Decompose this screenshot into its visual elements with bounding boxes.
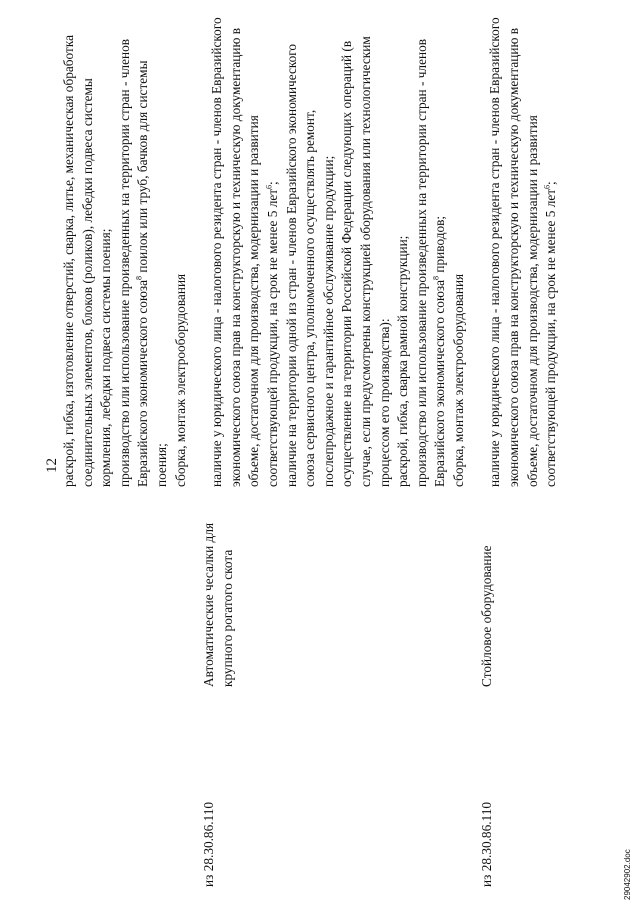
code-cell [60,687,190,887]
table-row [200,17,468,887]
requirement-text: осуществление на территории Российской Федерации следующих операций (в случае, если предусмотрены конструкцией оборудования или технологическим процессом его производства): [339,36,392,487]
requirement-text: наличие у юридического лица - налогового резидента стран - членов Евразийского экономического союза прав на конструкторскую и техническую документацию в объеме, достаточном для производства, модернизации и развития соответствующей продукции, на срок не менее 5 лет$^6$; [487,17,559,487]
requirement-text: раскрой, гибка, изготовление отверстий, сварка, литье, механическая обработка соединительных элементов, блоков (роликов), лебедки подвеса системы кормления, лебедки подвеса системы поения; [61,35,114,487]
requirements-cell [200,17,468,487]
table-row [60,17,190,887]
footnote-ref: 6 [264,184,274,189]
page-number: 12 [44,458,60,473]
footnote-ref: 8 [134,275,144,280]
requirement-text: наличие у юридического лица - налогового резидента стран - членов Евразийского экономического союза прав на конструкторскую и техническую документацию в объеме, достаточном для производства, модернизации и развития соответствующей продукции, на срок не менее 5 лет$^6$; [209,17,280,487]
footnote-ref: 6 [542,184,552,189]
table-row [478,17,560,887]
footnote-ref: 8 [431,275,441,280]
requirement-text: сборка, монтаж электрооборудования [172,273,188,487]
name-cell: Автоматические чесалки для крупного рогатого скота [201,522,235,687]
name-cell [60,487,190,687]
requirements-table [60,17,561,887]
requirement-text: производство или использование произведенных на территории стран - членов Евразийского экономического союза$^8$ поилок или труб, бачков для системы поения; [116,38,169,487]
requirement-text: сборка, монтаж электрооборудования [450,273,466,487]
requirements-cell [60,17,190,487]
requirement-text: раскрой, гибка, сварка рамной конструкции; [395,235,411,487]
name-cell: Стойловое оборудование [479,545,495,687]
code-cell: из 28.30.86.110 [479,801,495,887]
requirement-text: производство или использование произведенных на территории стран - членов Евразийского экономического союза$^8$ приводов; [413,38,448,487]
footer-file-code: 29042902.doc [623,849,632,900]
requirement-text: наличие на территории одной из стран - членов Евразийского экономического союза сервисного центра, уполномоченного осуществлять ремонт, послепродажное и гарантийное обслуживание продукции; [283,43,336,487]
code-cell: из 28.30.86.110 [201,801,217,887]
requirements-cell [478,17,560,487]
